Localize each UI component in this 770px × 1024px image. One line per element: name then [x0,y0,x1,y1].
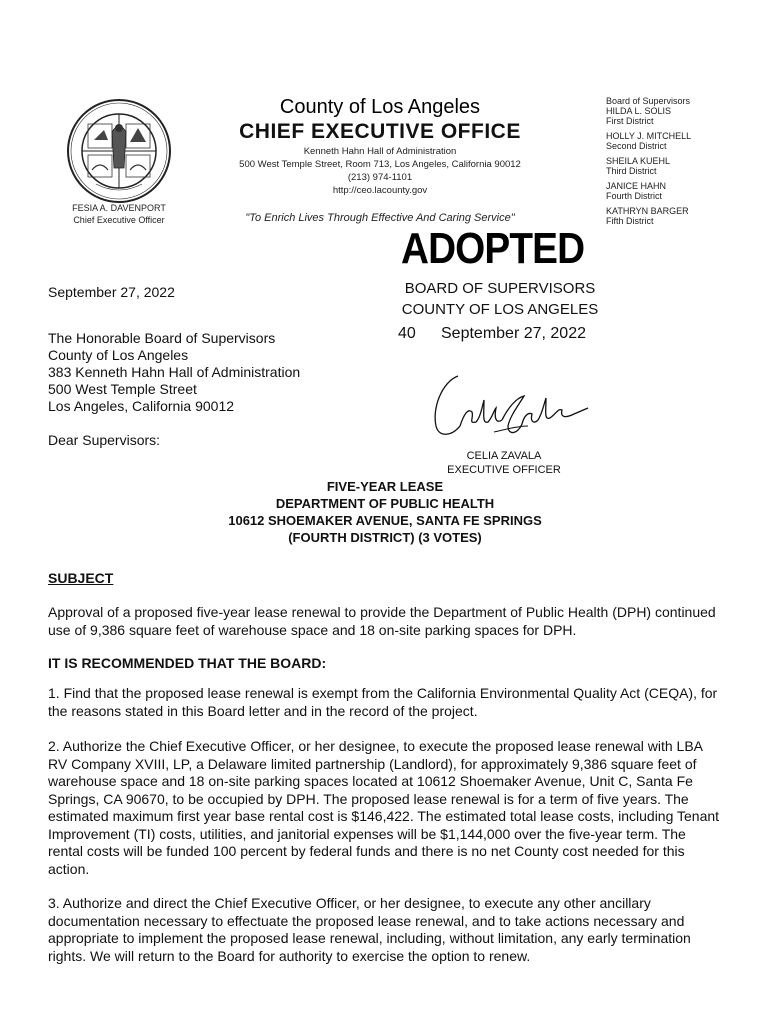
member-name: HILDA L. SOLIS [606,106,672,116]
salutation: Dear Supervisors: [48,432,161,448]
board-member [606,206,716,226]
recommendation-item: 1. Find that the proposed lease renewal is exempt from the California Environmental Quality Act (CEQA), for the reasons stated in this Board letter and in the record of the project. [48,685,718,719]
signer-block [444,449,564,477]
address-line: 500 West Temple Street [48,381,197,397]
stamp-date: September 27, 2022 [441,325,586,342]
board-of-supervisors-list [606,96,716,226]
board-member [606,181,716,201]
website-link[interactable]: http://ceo.lacounty.gov [332,185,428,196]
phone-number: (213) 974-1101 [347,172,413,183]
address-line: County of Los Angeles [48,347,189,363]
member-district: First District [606,116,654,126]
board-member [606,106,716,126]
hall-name: Kenneth Hahn Hall of Administration [303,146,457,157]
county-seal [66,98,172,204]
adopted-stamp: ADOPTED [401,224,585,273]
member-name: HOLLY J. MITCHELL [606,131,692,141]
member-district: Third District [606,166,657,176]
member-district: Fourth District [606,191,663,201]
address-line: 383 Kenneth Hahn Hall of Administration [48,364,301,380]
board-member [606,131,716,151]
title-line: 10612 SHOEMAKER AVENUE, SANTA FE SPRINGS [228,513,542,528]
member-name: KATHRYN BARGER [606,206,689,216]
recommendation-item: 3. Authorize and direct the Chief Executive Officer, or her designee, to execute any other ancillary documentation necessary to effectuate the proposed lease renewal, and to take actions necessary and appropriate to implement the proposed lease renewal, including, without limitation, any early termination rights. We will return to the Board for authority to exercise the option to renew. [48,895,691,964]
title-line: DEPARTMENT OF PUBLIC HEALTH [275,496,495,511]
board-heading: Board of Supervisors [606,96,691,106]
board-member [606,156,716,176]
signer-title: EXECUTIVE OFFICER [447,464,561,476]
address-line: Los Angeles, California 90012 [48,398,235,414]
signature [424,368,594,454]
street-address: 500 West Temple Street, Room 713, Los Angeles, California 90012 [239,159,521,170]
county-name: County of Los Angeles [279,96,481,118]
member-district: Fifth District [606,216,654,226]
stamp-item-number: 40 [398,325,416,342]
member-name: SHEILA KUEHL [606,156,671,166]
ceo-title: Chief Executive Officer [73,215,165,225]
stamp-county-line: COUNTY OF LOS ANGELES [401,301,599,318]
recommendation-heading: IT IS RECOMMENDED THAT THE BOARD: [48,655,327,671]
subject-paragraph: Approval of a proposed five-year lease renewal to provide the Department of Public Health (DPH) continued use of 9,386 square feet of warehouse space and 18 on-site parking spaces for DPH. [48,604,716,638]
recipient-address [48,330,300,415]
member-district: Second District [606,141,667,151]
motto: "To Enrich Lives Through Effective And Caring Service" [245,212,515,224]
letter-title [100,478,670,546]
office-name: CHIEF EXECUTIVE OFFICE [239,120,521,143]
stamp-board-line: BOARD OF SUPERVISORS [404,280,596,297]
subject-heading: SUBJECT [48,570,114,586]
ceo-name: FESIA A. DAVENPORT [72,203,166,213]
recommendation-item: 2. Authorize the Chief Executive Officer, or her designee, to execute the proposed lease renewal with LBA RV Company XVIII, LP, a Delaware limited partnership (Landlord), for approximately 9,386 square feet of warehouse space and 18 on-site parking spaces located at 10612 Shoemaker Avenue, Unit C, Santa Fe Springs, CA 90670, to be occupied by DPH. The proposed lease renewal is for a term of five years. The estimated maximum first year base rental cost is $146,422. The estimated total lease costs, including Tenant Improvement (TI) costs, utilities, and janitorial expenses will be $1,144,000 over the five-year term. The rental costs will be funded 100 percent by federal funds and there is no net County cost needed for this action. [48,738,720,877]
title-line: (FOURTH DISTRICT) (3 VOTES) [288,530,482,545]
address-line: The Honorable Board of Supervisors [48,330,276,346]
letter-date: September 27, 2022 [48,284,175,300]
member-name: JANICE HAHN [606,181,667,191]
title-line: FIVE-YEAR LEASE [326,479,444,494]
signer-name: CELIA ZAVALA [466,450,542,462]
